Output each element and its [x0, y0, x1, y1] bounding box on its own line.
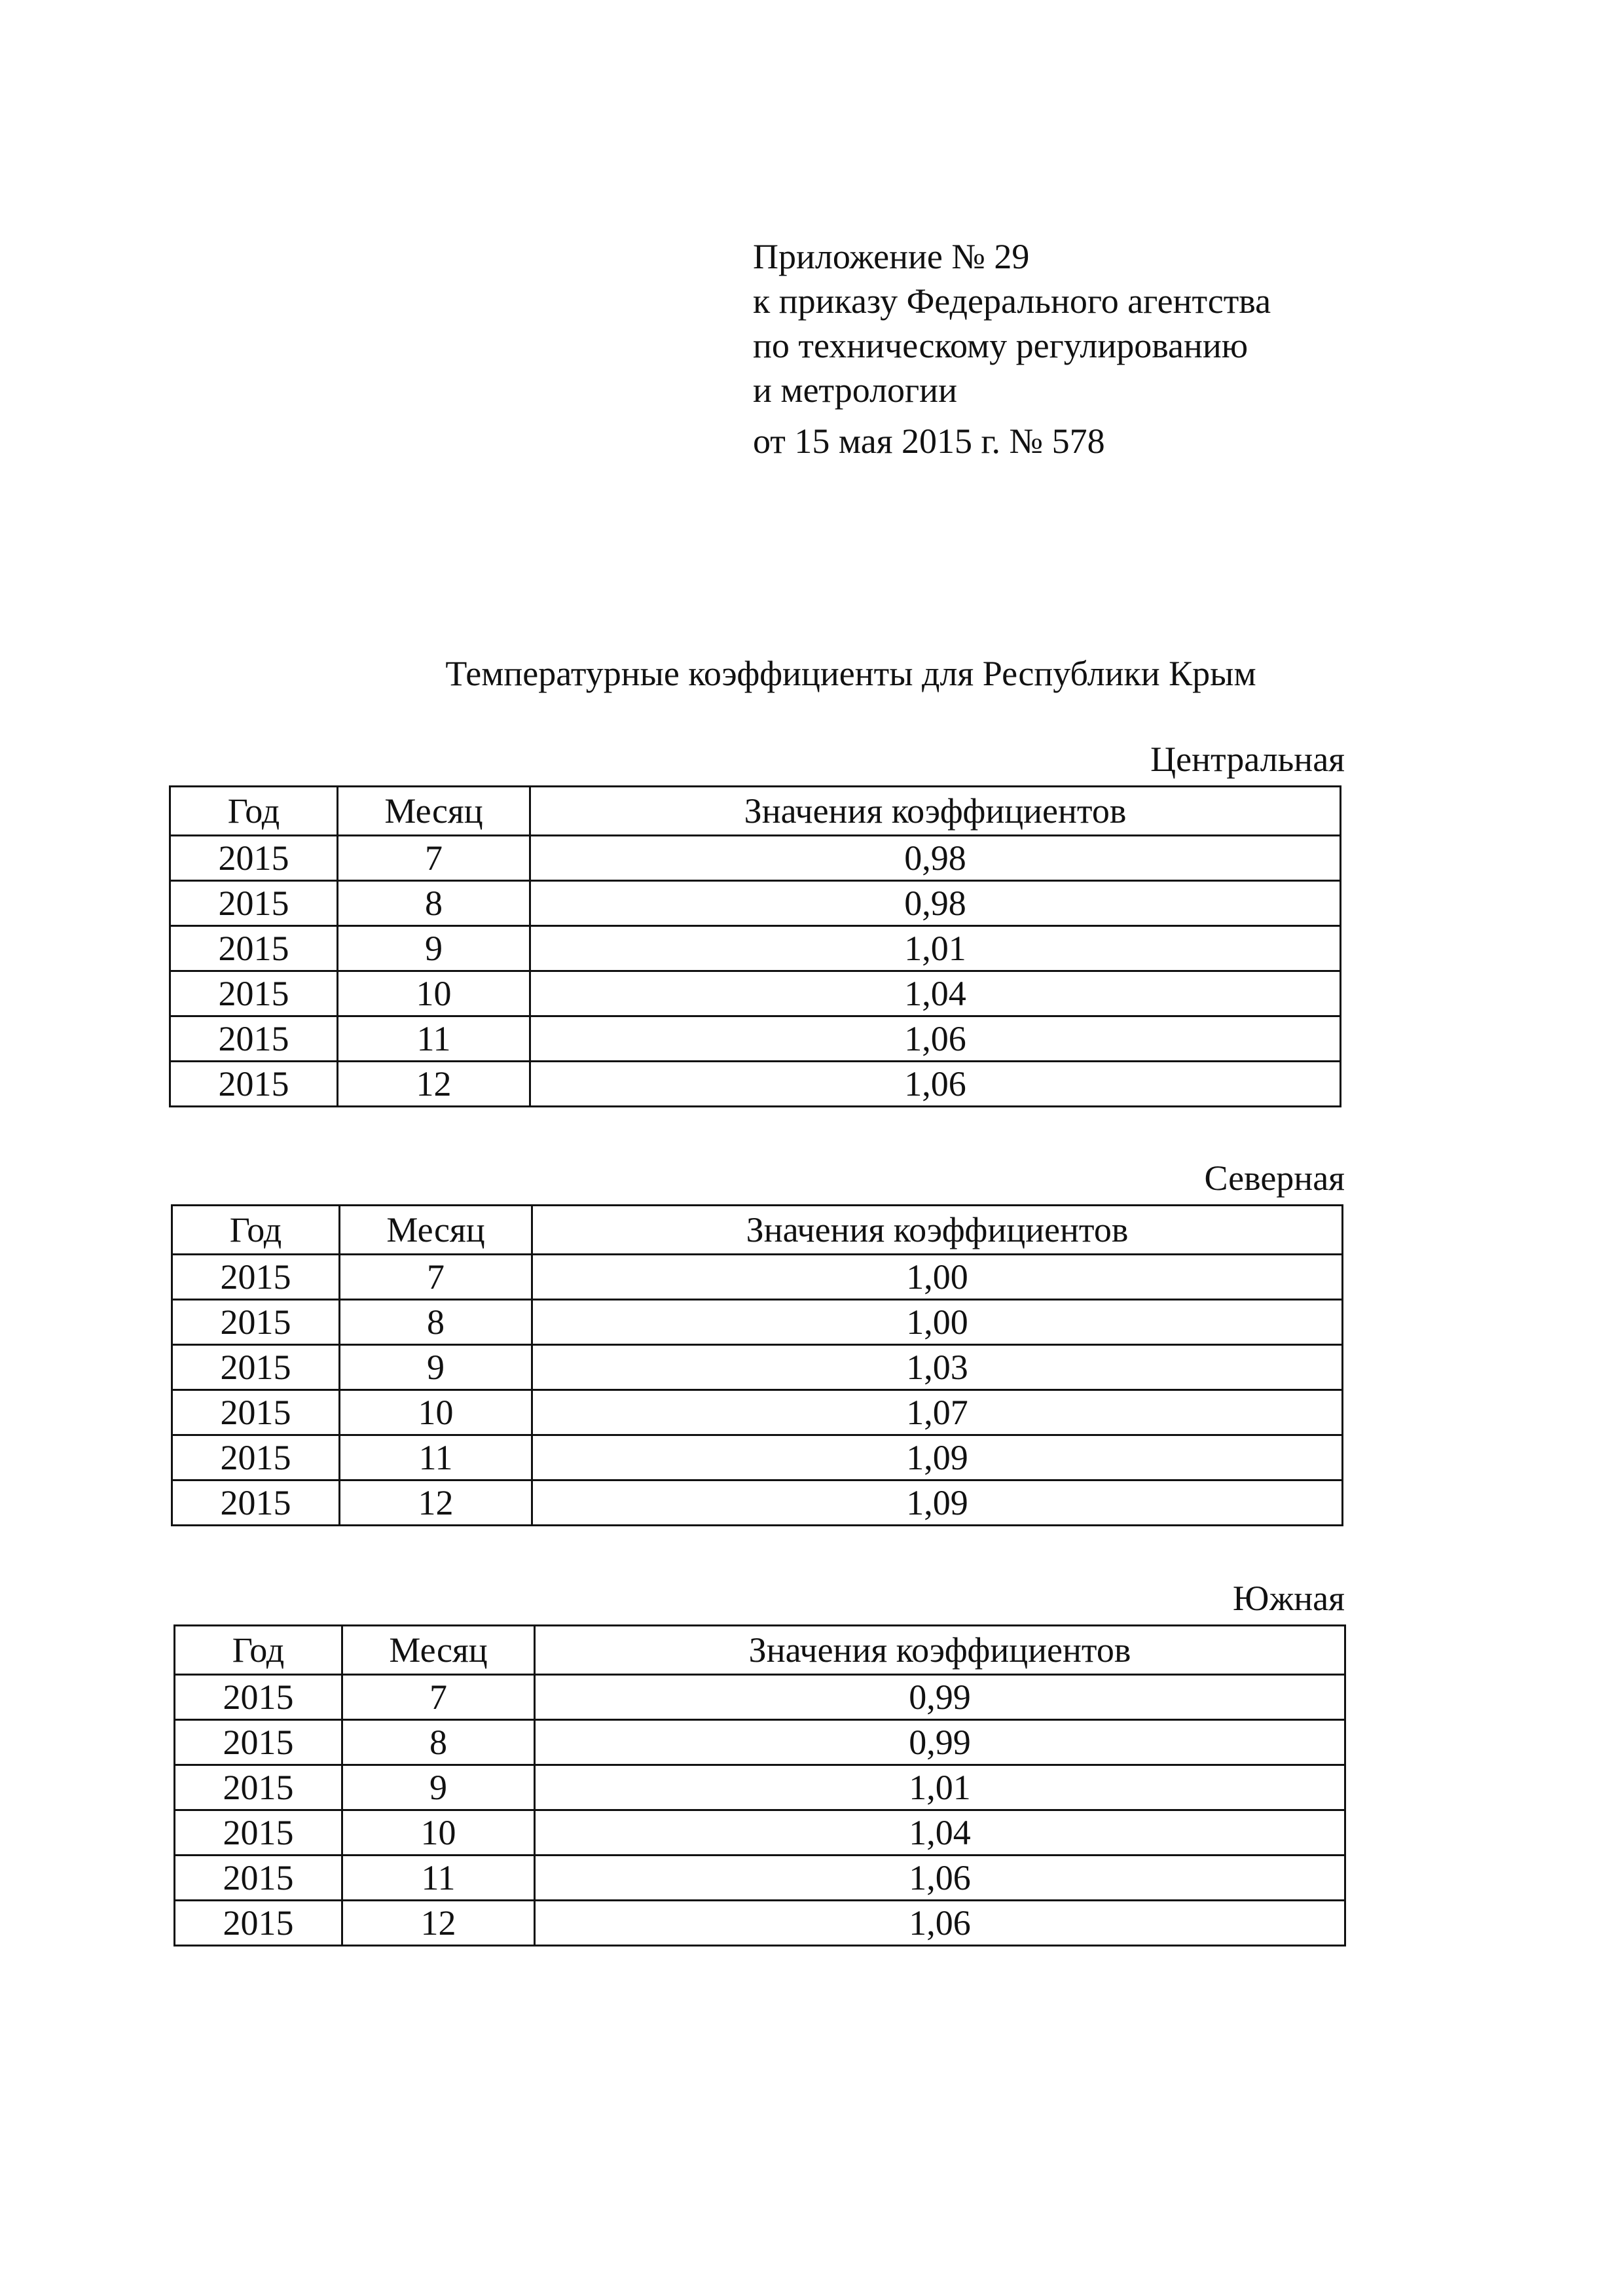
cell-value: 1,01 [530, 926, 1341, 971]
cell-value: 1,04 [530, 971, 1341, 1016]
cell-month: 7 [338, 836, 530, 881]
table-row [175, 1720, 1345, 1765]
table-row [170, 836, 1341, 881]
cell-value: 1,00 [532, 1300, 1343, 1345]
order-reference-line-3: и метрологии [753, 370, 957, 410]
cell-value: 1,06 [535, 1856, 1345, 1901]
cell-year: 2015 [175, 1675, 342, 1720]
table-header-row [175, 1626, 1345, 1675]
region-label-central: Центральная [1150, 740, 1345, 779]
cell-month: 11 [340, 1435, 532, 1480]
column-header-value: Значения коэффициентов [530, 787, 1341, 836]
coefficients-table-south [173, 1624, 1346, 1946]
cell-year: 2015 [170, 1016, 338, 1062]
cell-year: 2015 [172, 1345, 340, 1390]
table-header-row [172, 1206, 1343, 1255]
cell-year: 2015 [170, 1062, 338, 1107]
cell-month: 12 [338, 1062, 530, 1107]
table-row [172, 1255, 1343, 1300]
cell-value: 0,98 [530, 881, 1341, 926]
cell-year: 2015 [175, 1901, 342, 1946]
table-header-row [170, 787, 1341, 836]
cell-month: 10 [338, 971, 530, 1016]
column-header-value: Значения коэффициентов [535, 1626, 1345, 1675]
cell-month: 12 [342, 1901, 535, 1946]
cell-value: 1,07 [532, 1390, 1343, 1435]
table-row [175, 1856, 1345, 1901]
table-row [172, 1345, 1343, 1390]
table-row [172, 1390, 1343, 1435]
cell-year: 2015 [170, 926, 338, 971]
cell-value: 1,01 [535, 1765, 1345, 1810]
cell-year: 2015 [172, 1480, 340, 1526]
region-label-south: Южная [1232, 1579, 1345, 1618]
cell-month: 9 [338, 926, 530, 971]
cell-value: 1,00 [532, 1255, 1343, 1300]
cell-value: 0,99 [535, 1675, 1345, 1720]
table-row [170, 1062, 1341, 1107]
cell-value: 1,09 [532, 1435, 1343, 1480]
cell-month: 8 [340, 1300, 532, 1345]
cell-month: 10 [340, 1390, 532, 1435]
cell-value: 1,06 [530, 1016, 1341, 1062]
cell-year: 2015 [175, 1856, 342, 1901]
appendix-number: Приложение № 29 [753, 237, 1030, 276]
cell-year: 2015 [170, 881, 338, 926]
cell-month: 9 [342, 1765, 535, 1810]
order-date: от 15 мая 2015 г. № 578 [753, 422, 1105, 461]
table-row [172, 1480, 1343, 1526]
cell-year: 2015 [170, 836, 338, 881]
order-reference-line-2: по техническому регулированию [753, 326, 1249, 365]
table-row [175, 1765, 1345, 1810]
column-header-value: Значения коэффициентов [532, 1206, 1343, 1255]
cell-year: 2015 [172, 1255, 340, 1300]
cell-month: 11 [342, 1856, 535, 1901]
cell-value: 1,06 [530, 1062, 1341, 1107]
cell-value: 0,98 [530, 836, 1341, 881]
document-title: Температурные коэффициенты для Республики Крым [445, 654, 1256, 693]
cell-year: 2015 [172, 1300, 340, 1345]
cell-value: 1,09 [532, 1480, 1343, 1526]
cell-year: 2015 [175, 1720, 342, 1765]
appendix-header [753, 234, 1473, 463]
column-header-month: Месяц [338, 787, 530, 836]
cell-month: 9 [340, 1345, 532, 1390]
cell-month: 8 [338, 881, 530, 926]
cell-month: 7 [342, 1675, 535, 1720]
table-row [175, 1901, 1345, 1946]
cell-year: 2015 [172, 1390, 340, 1435]
column-header-year: Год [172, 1206, 340, 1255]
table-row [170, 926, 1341, 971]
coefficients-table-north [171, 1204, 1343, 1526]
order-reference-line-1: к приказу Федерального агентства [753, 281, 1271, 321]
column-header-month: Месяц [342, 1626, 535, 1675]
cell-year: 2015 [170, 971, 338, 1016]
column-header-year: Год [175, 1626, 342, 1675]
table-row [175, 1675, 1345, 1720]
cell-year: 2015 [175, 1810, 342, 1856]
cell-year: 2015 [175, 1765, 342, 1810]
cell-month: 11 [338, 1016, 530, 1062]
table-row [175, 1810, 1345, 1856]
region-label-north: Северная [1204, 1158, 1345, 1198]
column-header-year: Год [170, 787, 338, 836]
table-row [170, 881, 1341, 926]
cell-value: 0,99 [535, 1720, 1345, 1765]
cell-value: 1,06 [535, 1901, 1345, 1946]
cell-month: 8 [342, 1720, 535, 1765]
table-row [170, 1016, 1341, 1062]
cell-month: 12 [340, 1480, 532, 1526]
coefficients-table-central [169, 785, 1341, 1107]
table-row [170, 971, 1341, 1016]
cell-value: 1,03 [532, 1345, 1343, 1390]
cell-month: 10 [342, 1810, 535, 1856]
column-header-month: Месяц [340, 1206, 532, 1255]
cell-month: 7 [340, 1255, 532, 1300]
cell-year: 2015 [172, 1435, 340, 1480]
table-row [172, 1435, 1343, 1480]
cell-value: 1,04 [535, 1810, 1345, 1856]
table-row [172, 1300, 1343, 1345]
